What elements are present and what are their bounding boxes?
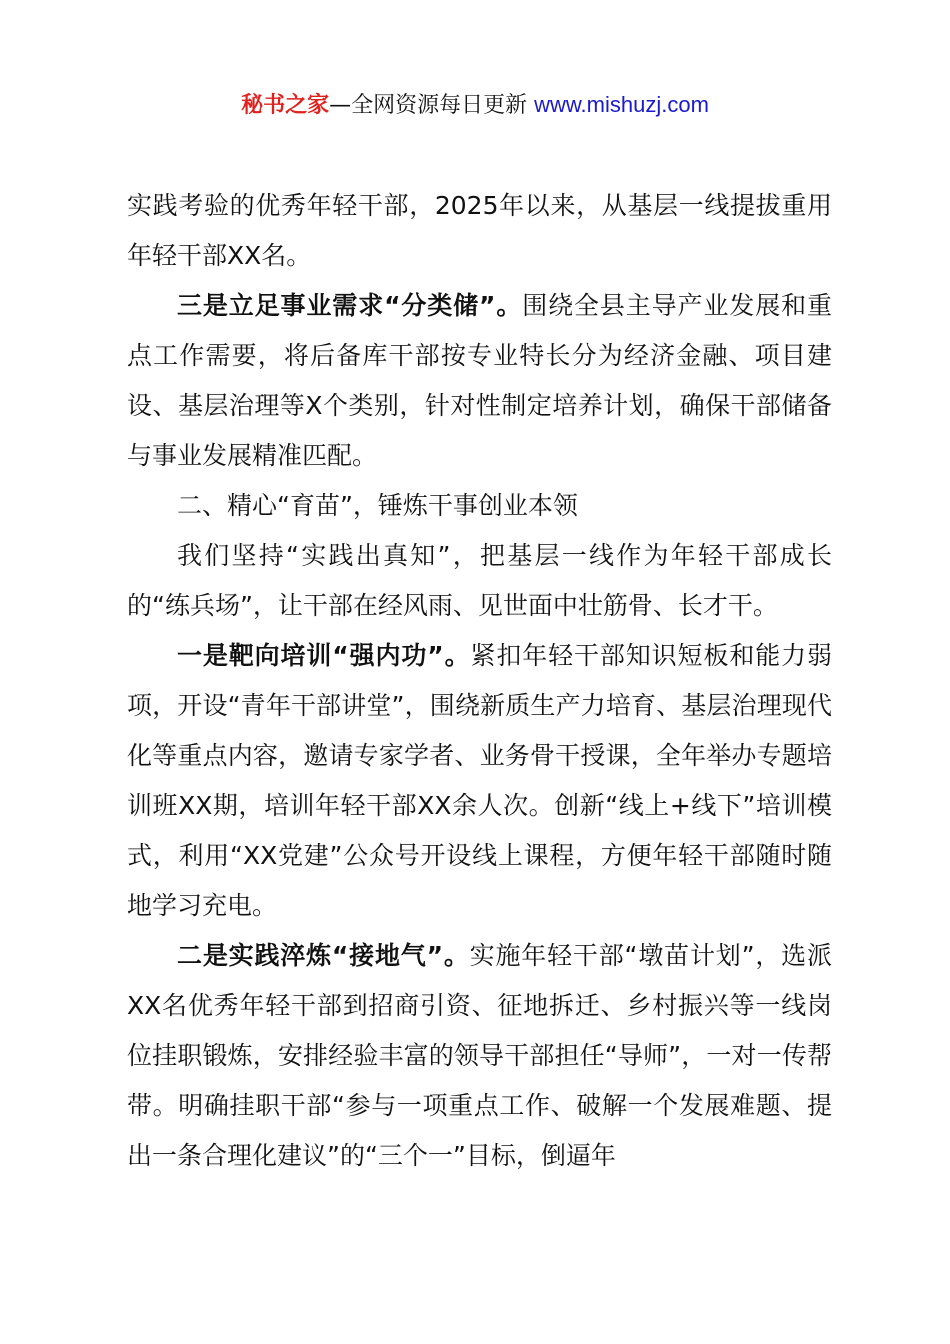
page-header	[0, 88, 950, 123]
paragraph-text: 我们坚持“实践出真知”，把基层一线作为年轻干部成长的“练兵场”，让干部在经风雨、见世面中壮筋骨、长才干。	[127, 541, 832, 620]
paragraph-targeted-training	[127, 631, 832, 931]
paragraph-continuation	[127, 181, 832, 281]
paragraph-text: 紧扣年轻干部知识短板和能力弱项，开设“青年干部讲堂”，围绕新质生产力培育、基层治理现代化等重点内容，邀请专家学者、业务骨干授课，全年举办专题培训班XX期，培训年轻干部XX余人次。创新“线上+线下”培训模式，利用“XX党建”公众号开设线上课程，方便年轻干部随时随地学习充电。	[127, 641, 832, 920]
site-url-link[interactable]: www.mishuzj.com	[534, 92, 709, 117]
paragraph-practice-intro	[127, 531, 832, 631]
paragraph-practice-tempering	[127, 931, 832, 1181]
section-heading	[127, 481, 832, 531]
header-tagline: —全网资源每日更新	[329, 93, 535, 118]
paragraph-text: 围绕全县主导产业发展和重点工作需要，将后备库干部按专业特长分为经济金融、项目建设、基层治理等X个类别，针对性制定培养计划，确保干部储备与事业发展精准匹配。	[127, 291, 832, 470]
paragraph-text: 实践考验的优秀年轻干部，2025年以来，从基层一线提拔重用年轻干部XX名。	[127, 191, 832, 270]
paragraph-reserve-classification	[127, 281, 832, 481]
paragraph-lead: 二是实践淬炼“接地气”。	[177, 941, 470, 970]
document-body	[127, 181, 832, 1181]
paragraph-text: 实施年轻干部“墩苗计划”，选派XX名优秀年轻干部到招商引资、征地拆迁、乡村振兴等一线岗位挂职锻炼，安排经验丰富的领导干部担任“导师”，一对一传帮带。明确挂职干部“参与一项重点工作、破解一个发展难题、提出一条合理化建议”的“三个一”目标，倒逼年	[127, 941, 832, 1170]
paragraph-lead: 一是靶向培训“强内功”。	[177, 641, 471, 670]
section-heading-text: 二、精心“育苗”，锤炼干事创业本领	[177, 491, 578, 520]
site-brand: 秘书之家	[241, 93, 330, 118]
paragraph-lead: 三是立足事业需求“分类储”。	[177, 291, 523, 320]
